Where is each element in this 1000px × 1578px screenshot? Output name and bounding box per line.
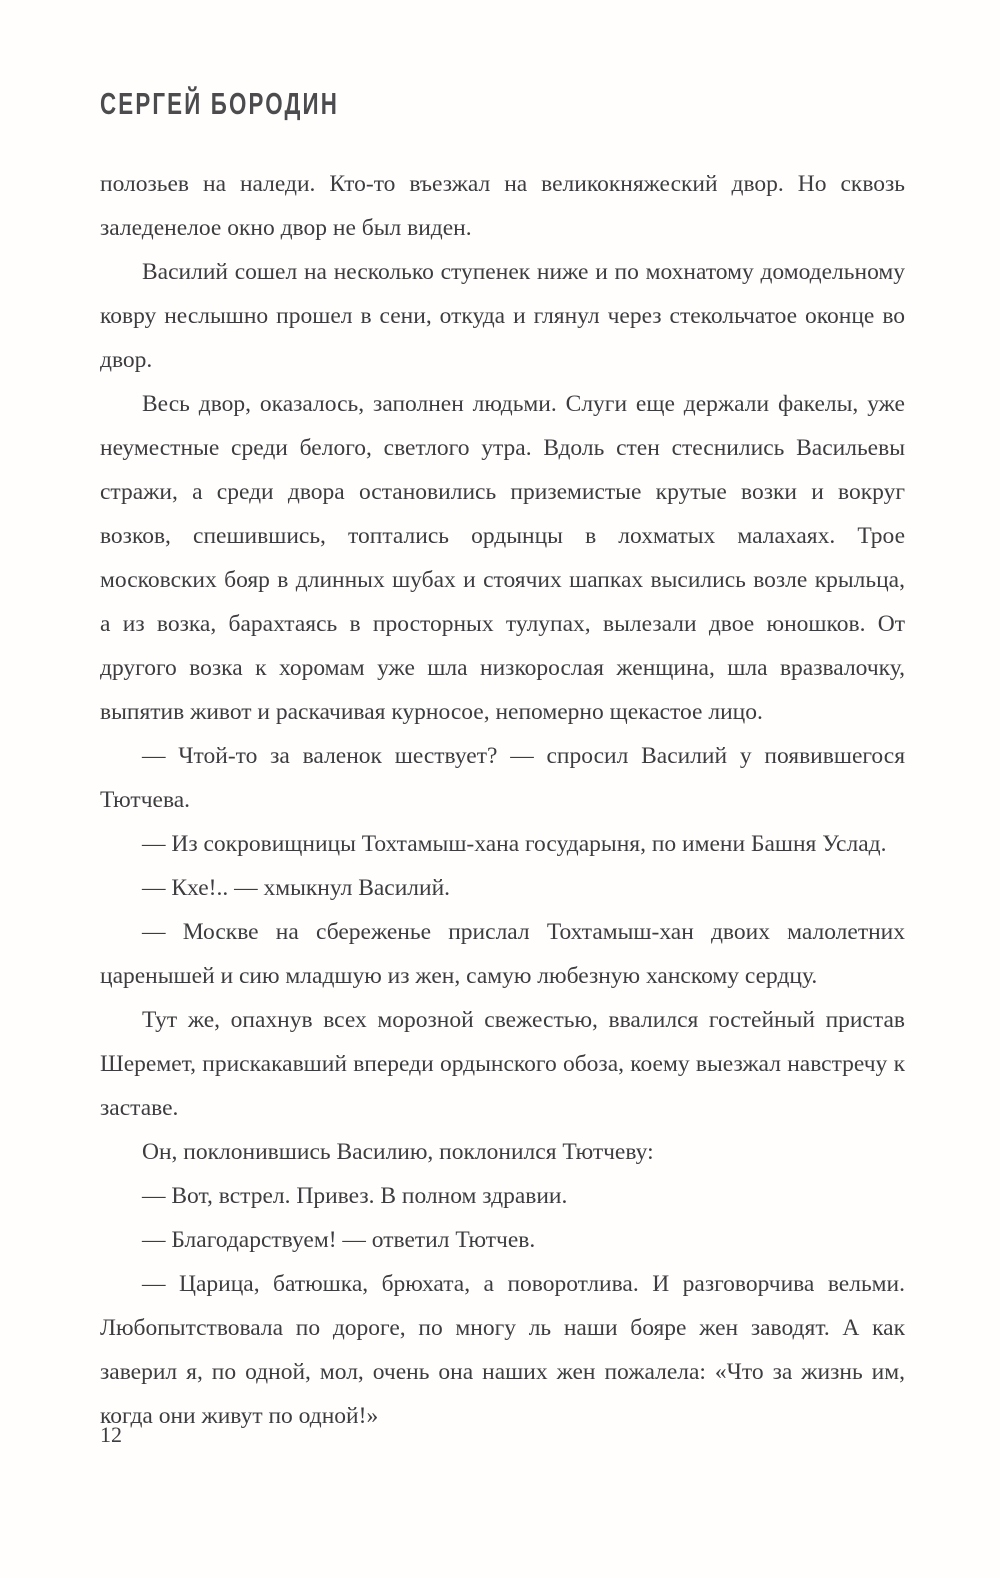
paragraph: — Из сокровищницы Тохтамыш-хана государыня, по имени Башня Услад. xyxy=(142,831,887,857)
paragraph: — Чтой-то за валенок шествует? — спросил Василий у появившегося Тютчева. xyxy=(100,743,905,813)
paragraph: Тут же, опахнув всех морозной свежестью, ввалился гостейный пристав Шеремет, прискакавший впереди ордынского обоза, коему выезжал навстречу к заставе. xyxy=(100,1007,905,1121)
author-header: СЕРГЕЙ БОРОДИН xyxy=(100,86,340,121)
paragraph: — Благодарствуем! — ответил Тютчев. xyxy=(142,1227,536,1253)
paragraph: — Царица, батюшка, брюхата, а поворотлива. И разговорчива вельми. Любопытствовала по дороге, по многу ль наши бояре жен заводят. А как заверил я, по одной, мол, очень она наших жен пожалела: «Что за жизнь им, когда они живут по одной!» xyxy=(100,1271,905,1429)
page-number: 12 xyxy=(100,1422,122,1447)
paragraph: Василий сошел на несколько ступенек ниже и по мохнатому домодельному ковру неслышно прошел в сени, откуда и глянул через стекольчатое оконце во двор. xyxy=(100,259,905,373)
body-text xyxy=(100,162,905,1438)
paragraph: — Москве на сбереженье прислал Тохтамыш-хан двоих малолетних царенышей и сию младшую из жен, самую любезную ханскому сердцу. xyxy=(100,919,905,989)
paragraph: — Кхе!.. — хмыкнул Василий. xyxy=(142,875,451,901)
paragraph: — Вот, встрел. Привез. В полном здравии. xyxy=(142,1183,568,1209)
paragraph: полозьев на наледи. Кто-то въезжал на великокняжеский двор. Но сквозь заледенелое окно двор не был виден. xyxy=(100,171,905,241)
paragraph: Он, поклонившись Василию, поклонился Тютчеву: xyxy=(142,1139,654,1165)
paragraph: Весь двор, оказалось, заполнен людьми. Слуги еще держали факелы, уже неуместные среди белого, светлого утра. Вдоль стен стеснились Васильевы стражи, а среди двора остановились приземистые крутые возки и вокруг возков, спешившись, топтались ордынцы в лохматых малахаях. Трое московских бояр в длинных шубах и стоячих шапках высились возле крыльца, а из возка, барахтаясь в просторных тулупах, вылезали двое юношков. От другого возка к хоромам уже шла низкорослая женщина, шла вразвалочку, выпятив живот и раскачивая курносое, непомерно щекастое лицо. xyxy=(100,391,905,725)
